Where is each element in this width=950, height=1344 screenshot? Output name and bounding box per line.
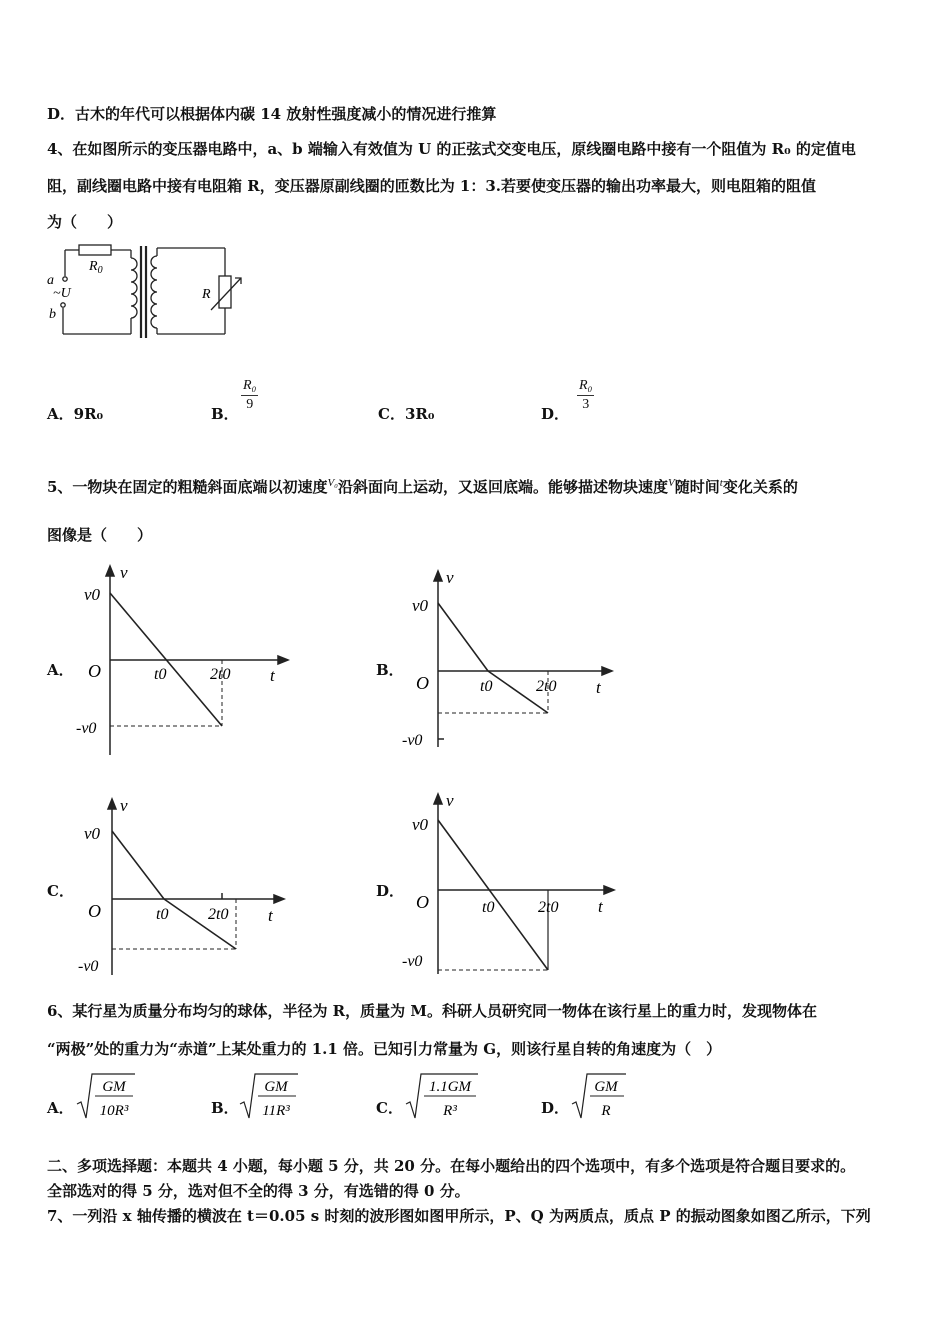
q6-d-numerator: GM: [594, 1079, 618, 1095]
q6-option-b-radical: [238, 1070, 300, 1122]
q5-stem-line2: 图像是（ ）: [47, 526, 153, 544]
q6-option-b-label[interactable]: B．: [211, 1099, 239, 1117]
q6-option-d-label[interactable]: D．: [541, 1099, 570, 1117]
graph-d-t-label: t: [598, 897, 603, 916]
terminal-a: [63, 277, 67, 281]
graph-b-v-label: v: [446, 568, 454, 587]
q6-a-denominator: 10R³: [99, 1103, 129, 1119]
resistor-r0-symbol: [79, 245, 111, 255]
q6-c-numerator: 1.1GM: [428, 1079, 472, 1095]
q5-graph-b: [400, 565, 620, 755]
circuit-label-r0: $R_0$: [89, 259, 103, 276]
q6-d-denominator: R: [601, 1103, 611, 1119]
q6-option-a-label[interactable]: A．: [47, 1099, 74, 1117]
section2-heading-line2: 全部选对的得 5 分，选对但不全的得 3 分，有选错的得 0 分。: [47, 1182, 470, 1200]
q5-graph-c: [70, 793, 290, 983]
graph-a-v0-label: v0: [84, 585, 101, 604]
graph-a-t0-label: t0: [154, 666, 167, 683]
graph-c-neg-v0-label: -v0: [78, 958, 99, 975]
graph-a-v-label: v: [120, 563, 128, 582]
graph-c-t0-label: t0: [156, 906, 169, 923]
graph-b-t-label: t: [596, 678, 601, 697]
graph-a-origin-label: O: [88, 661, 101, 681]
q5-option-c-label[interactable]: C．: [47, 882, 74, 900]
graph-b-neg-v0-label: -v0: [402, 732, 423, 749]
q4-stem-line1: 4、在如图所示的变压器电路中，a、b 端输入有效值为 U 的正弦式交变电压，原线圈电路中接有一个阻值为 R₀ 的定值电: [47, 140, 856, 158]
graph-c-t-label: t: [268, 906, 273, 925]
graph-c-2t0-label: 2t0: [208, 906, 229, 923]
transformer-circuit-diagram: [45, 238, 255, 343]
q6-option-c-radical: [404, 1070, 480, 1122]
q5-option-b-label[interactable]: B．: [376, 661, 404, 679]
q4-option-d-label[interactable]: D．: [541, 405, 570, 423]
q7-stem-line1: 7、一列沿 x 轴传播的横波在 t＝0.05 s 时刻的波形图如图甲所示，P、Q 为两质点，质点 P 的振动图象如图乙所示，下列: [47, 1207, 871, 1225]
q6-a-numerator: GM: [102, 1079, 126, 1095]
circuit-label-r: R: [202, 287, 211, 302]
graph-a-t-label: t: [270, 666, 275, 685]
graph-b-v0-label: v0: [412, 596, 429, 615]
q4-stem-line3: 为（ ）: [47, 213, 123, 231]
graph-b-t0-label: t0: [480, 678, 493, 695]
graph-d-v0-label: v0: [412, 815, 429, 834]
q4-option-b-label[interactable]: B．: [211, 405, 239, 423]
graph-a-2t0-label: 2t0: [210, 666, 231, 683]
q4-option-d-fraction: $\frac{\text{R₀}}{3}$: [579, 378, 593, 412]
circuit-label-b: b: [49, 307, 56, 322]
q6-b-denominator: 11R³: [262, 1103, 290, 1119]
graph-b-2t0-label: 2t0: [536, 678, 557, 695]
q4-option-b-fraction: $\frac{\text{R₀}}{9}$: [243, 378, 257, 412]
q6-stem-line2: “两极”处的重力为“赤道”上某处重力的 1.1 倍。已知引力常量为 G，则该行星自转的角速度为（ ）: [47, 1040, 722, 1058]
q6-option-d-radical: [570, 1070, 630, 1122]
graph-c-origin-label: O: [88, 901, 101, 921]
q6-b-numerator: GM: [264, 1079, 288, 1095]
q6-stem-line1: 6、某行星为质量分布均匀的球体，半径为 R，质量为 M。科研人员研究同一物体在该行星上的重力时，发现物体在: [47, 1002, 817, 1020]
q4-option-c[interactable]: C．3R₀: [378, 405, 435, 423]
graph-c-v-label: v: [120, 796, 128, 815]
graph-d-origin-label: O: [416, 892, 429, 912]
q5-graph-d: [400, 788, 620, 978]
q6-c-denominator: R³: [443, 1103, 457, 1119]
section2-heading-line1: 二、多项选择题：本题共 4 小题，每小题 5 分，共 20 分。在每小题给出的四个选项中，有多个选项是符合题目要求的。: [47, 1157, 856, 1175]
q3-option-d: D．古木的年代可以根据体内碳 14 放射性强度减小的情况进行推算: [47, 105, 497, 123]
q5-option-d-label[interactable]: D．: [376, 882, 405, 900]
q5-stem-line1: 5、一物块在固定的粗糙斜面底端以初速度$^{V_0}$沿斜面向上运动，又返回底端。能够描述物块速度$^V$随时间$^t$变化关系的: [47, 477, 798, 496]
q5-option-a-label[interactable]: A．: [47, 661, 74, 679]
graph-d-t0-label: t0: [482, 899, 495, 916]
graph-d-2t0-label: 2t0: [538, 899, 559, 916]
graph-a-neg-v0-label: -v0: [76, 720, 97, 737]
graph-b-origin-label: O: [416, 673, 429, 693]
graph-d-v-label: v: [446, 791, 454, 810]
graph-c-v0-label: v0: [84, 824, 101, 843]
q5-graph-a: [70, 560, 290, 760]
q6-option-a-radical: [75, 1070, 137, 1122]
circuit-label-a: a: [47, 273, 54, 288]
terminal-b: [61, 303, 65, 307]
q4-option-a[interactable]: A．9R₀: [47, 405, 104, 423]
q6-option-c-label[interactable]: C．: [376, 1099, 403, 1117]
circuit-label-u: ~U: [53, 286, 71, 301]
graph-d-neg-v0-label: -v0: [402, 953, 423, 970]
variable-resistor-r-symbol: [219, 276, 231, 308]
q4-stem-line2: 阻，副线圈电路中接有电阻箱 R，变压器原副线圈的匝数比为 1：3.若要使变压器的输出功率最大，则电阻箱的阻值: [47, 177, 817, 195]
